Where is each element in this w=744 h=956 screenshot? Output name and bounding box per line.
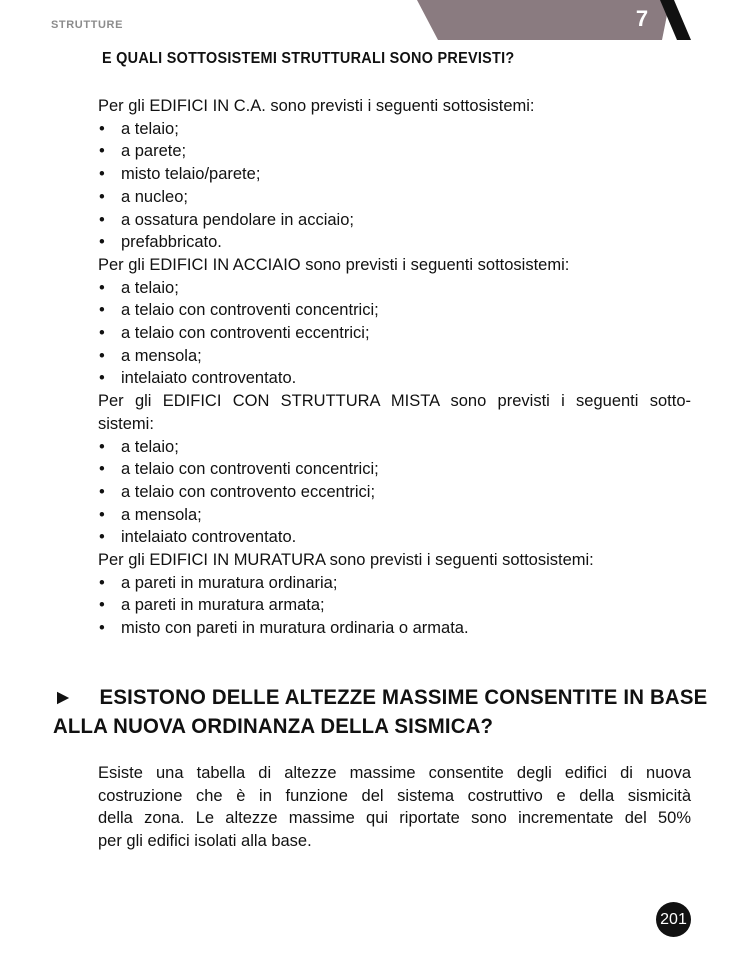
- chapter-number: 7: [635, 6, 649, 31]
- list-item: • a telaio;: [99, 119, 179, 138]
- list-item: • a telaio;: [99, 437, 179, 456]
- mista-intro-continued: sistemi:: [98, 414, 154, 433]
- list-item: • intelaiato controventato.: [99, 369, 297, 388]
- list-item: • a nucleo;: [99, 187, 188, 206]
- acciaio-intro: Per gli EDIFICI IN ACCIAIO sono previsti i seguenti sottosistemi:: [98, 255, 570, 274]
- list-item: • a parete;: [99, 142, 187, 161]
- ca-intro: Per gli EDIFICI IN C.A. sono previsti i seguenti sottosistemi:: [98, 97, 535, 115]
- section-heading-line1: ► ESISTONO DELLE ALTEZZE MASSIME CONSENTITE IN BASE: [53, 683, 672, 712]
- list-item: • a mensola;: [99, 346, 202, 365]
- list-item: • a ossatura pendolare in acciaio;: [99, 210, 354, 229]
- arrow-right-icon: ►: [53, 686, 74, 709]
- list-item: • a telaio con controvento eccentrici;: [99, 482, 376, 501]
- page-number: 201: [656, 902, 691, 937]
- list-item: • a pareti in muratura armata;: [99, 596, 325, 615]
- paragraph-line: costruzione che è in funzione del sistema costruttivo e della sismicità: [98, 786, 691, 805]
- list-item: • misto con pareti in muratura ordinaria o armata.: [99, 619, 469, 638]
- paragraph-line: Esiste una tabella di altezze massime consentite degli edifici di nuova: [98, 764, 691, 782]
- paragraph-line: per gli edifici isolati alla base.: [98, 831, 312, 850]
- list-item: • a mensola;: [99, 505, 202, 524]
- section-heading: [53, 683, 708, 741]
- paragraph-line: della zona. Le altezze massime qui riportate sono incrementate del 50%: [98, 809, 691, 827]
- list-item: • a telaio con controventi concentrici;: [99, 460, 379, 479]
- list-item: • a pareti in muratura ordinaria;: [99, 573, 338, 592]
- list-item: • a telaio con controventi eccentrici;: [99, 324, 370, 343]
- list-item: • misto telaio/parete;: [99, 165, 261, 184]
- list-item: • a telaio con controventi concentrici;: [99, 301, 379, 320]
- list-item: • prefabbricato.: [99, 233, 222, 252]
- section-paragraph: [98, 762, 691, 852]
- mista-intro: Per gli EDIFICI CON STRUTTURA MISTA sono previsti i seguenti sotto-: [98, 392, 691, 411]
- list-item: • a telaio;: [99, 278, 179, 297]
- section-label: STRUTTURE: [51, 19, 124, 31]
- subheading: E QUALI SOTTOSISTEMI STRUTTURALI SONO PREVISTI?: [102, 50, 515, 67]
- list-item: • intelaiato controventato.: [99, 528, 297, 547]
- muratura-intro: Per gli EDIFICI IN MURATURA sono previsti i seguenti sottosistemi:: [98, 551, 594, 570]
- subsystems-list: [98, 95, 691, 640]
- section-heading-line2: ALLA NUOVA ORDINANZA DELLA SISMICA?: [53, 715, 494, 738]
